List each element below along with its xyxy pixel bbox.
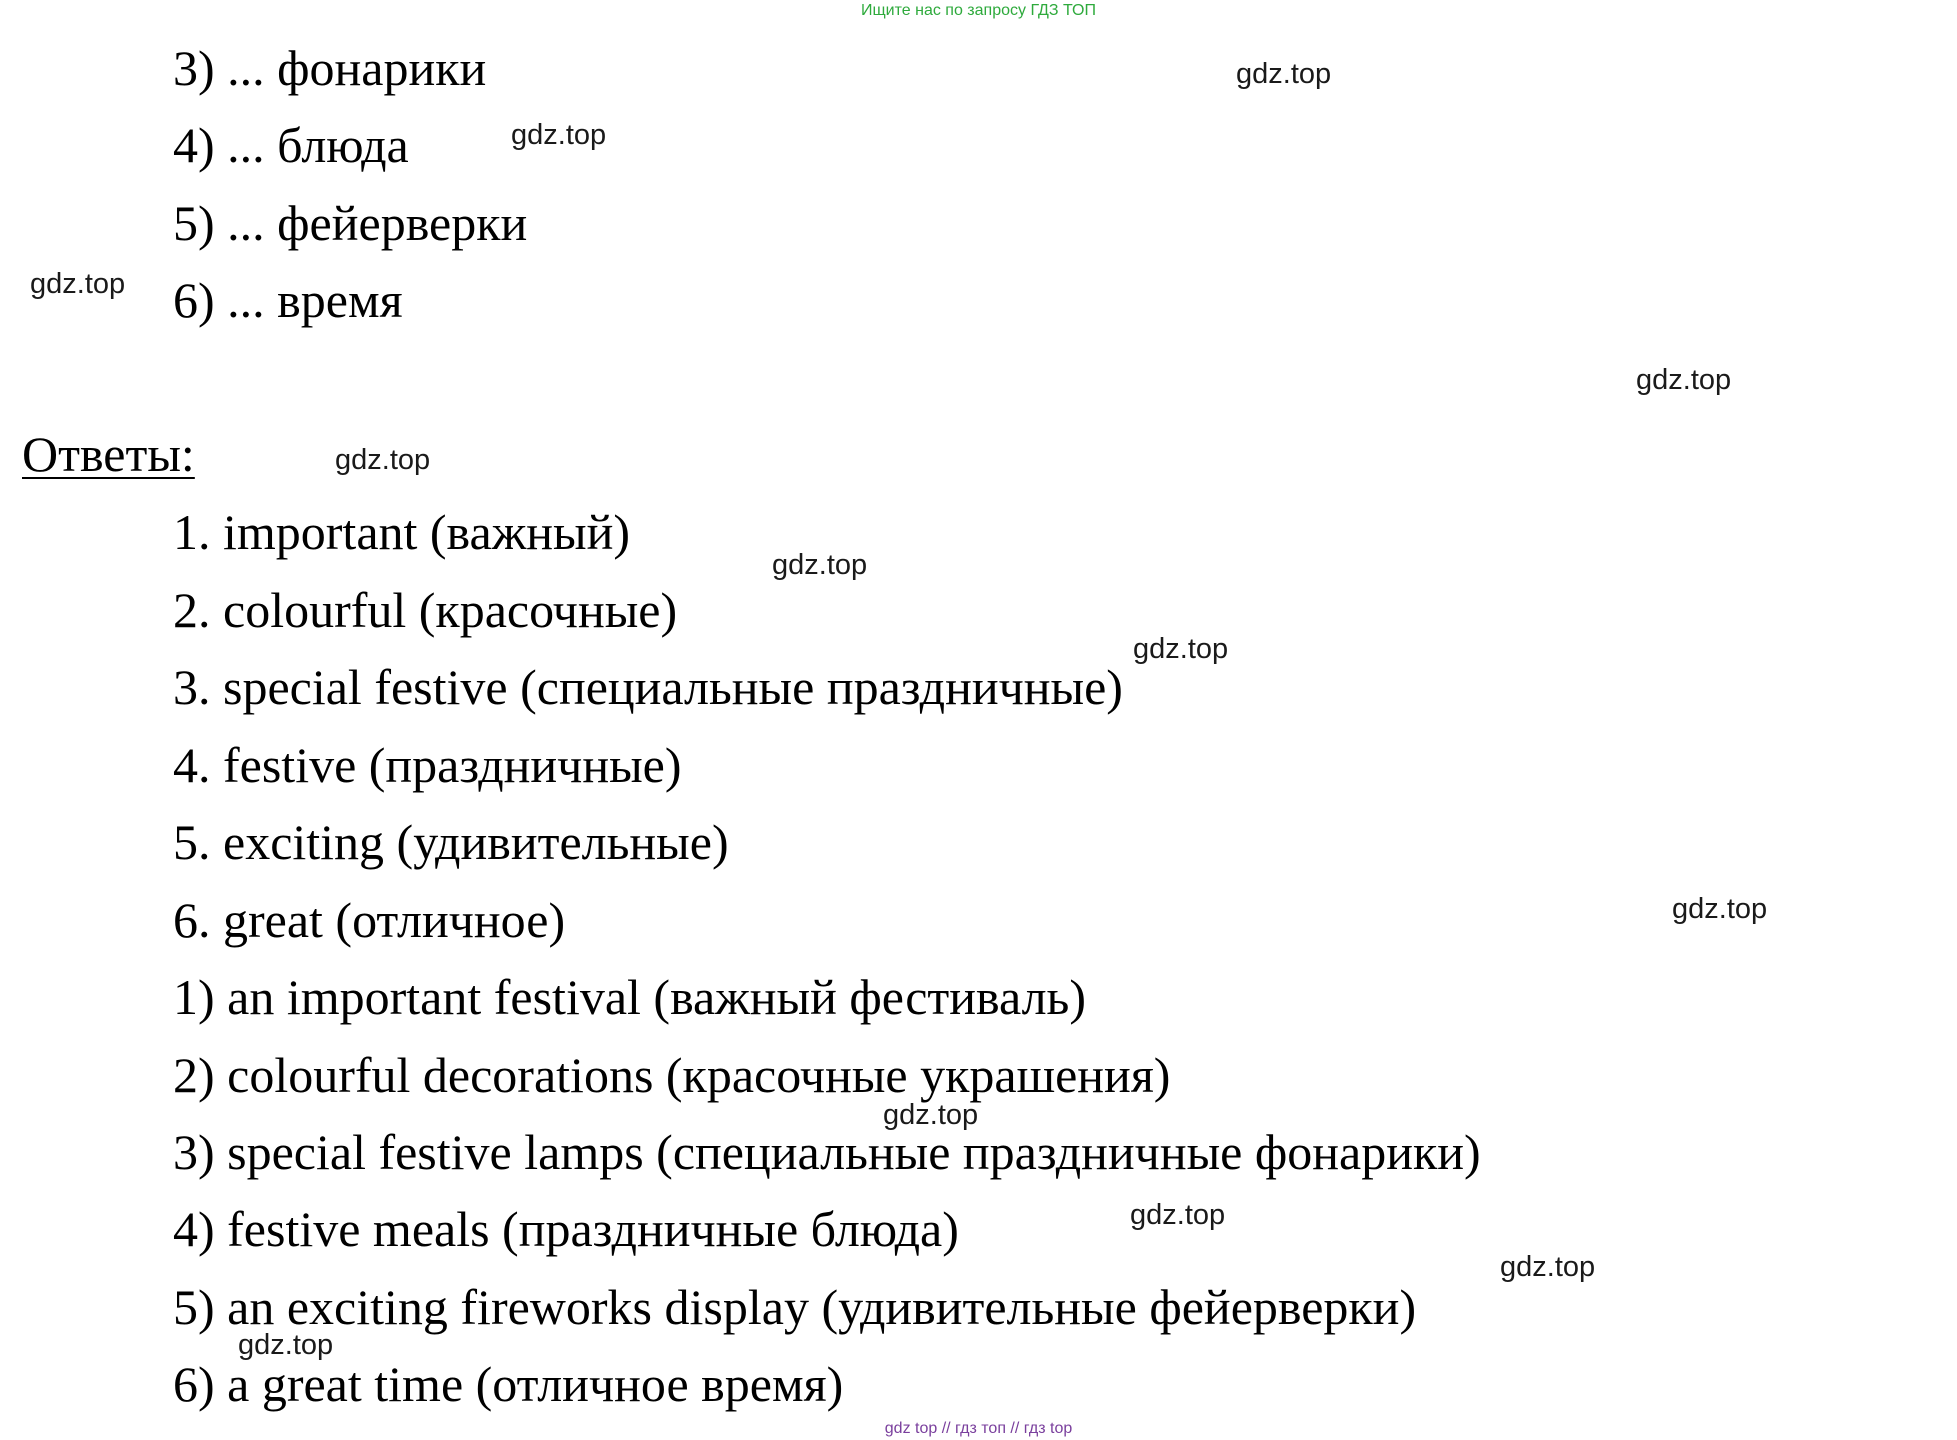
watermark: gdz.top: [1133, 633, 1229, 665]
answer-phrase: 4) festive meals (праздничные блюда): [173, 1201, 959, 1257]
answer-phrase: 1) an important festival (важный фестиваль): [173, 969, 1086, 1025]
answer-adjective: 6. great (отличное): [173, 892, 566, 948]
watermark: gdz.top: [1236, 58, 1332, 90]
bottom-banner: gdz top // гдз топ // гдз top: [884, 1420, 1073, 1437]
watermark: gdz.top: [1672, 893, 1768, 925]
answers-heading: Ответы:: [22, 426, 195, 482]
top-banner: Ищите нас по запросу ГДЗ ТОП: [861, 2, 1096, 19]
watermark: gdz.top: [30, 268, 126, 300]
watermark: gdz.top: [1130, 1199, 1226, 1231]
answer-adjective: 2. colourful (красочные): [173, 582, 678, 638]
watermark: gdz.top: [1500, 1251, 1596, 1283]
watermark: gdz.top: [772, 549, 868, 581]
answer-phrase: 3) special festive lamps (специальные праздничные фонарики): [173, 1124, 1481, 1180]
answer-adjective: 4. festive (праздничные): [173, 737, 682, 793]
task-item: 5) ... фейерверки: [173, 195, 528, 251]
task-item: 4) ... блюда: [173, 117, 409, 173]
watermark: gdz.top: [883, 1099, 979, 1131]
answer-adjective: 1. important (важный): [173, 504, 631, 560]
answer-adjective: 3. special festive (специальные праздничные): [173, 659, 1123, 715]
answer-phrase: 2) colourful decorations (красочные украшения): [173, 1047, 1171, 1103]
watermark: gdz.top: [238, 1329, 334, 1361]
answer-adjective: 5. exciting (удивительные): [173, 814, 729, 870]
answer-phrase: 5) an exciting fireworks display (удивительные фейерверки): [173, 1279, 1417, 1335]
watermark: gdz.top: [1636, 364, 1732, 396]
watermark: gdz.top: [335, 444, 431, 476]
watermark: gdz.top: [511, 119, 607, 151]
answer-phrase: 6) a great time (отличное время): [173, 1356, 844, 1412]
task-item: 6) ... время: [173, 272, 403, 328]
task-item: 3) ... фонарики: [173, 40, 487, 96]
